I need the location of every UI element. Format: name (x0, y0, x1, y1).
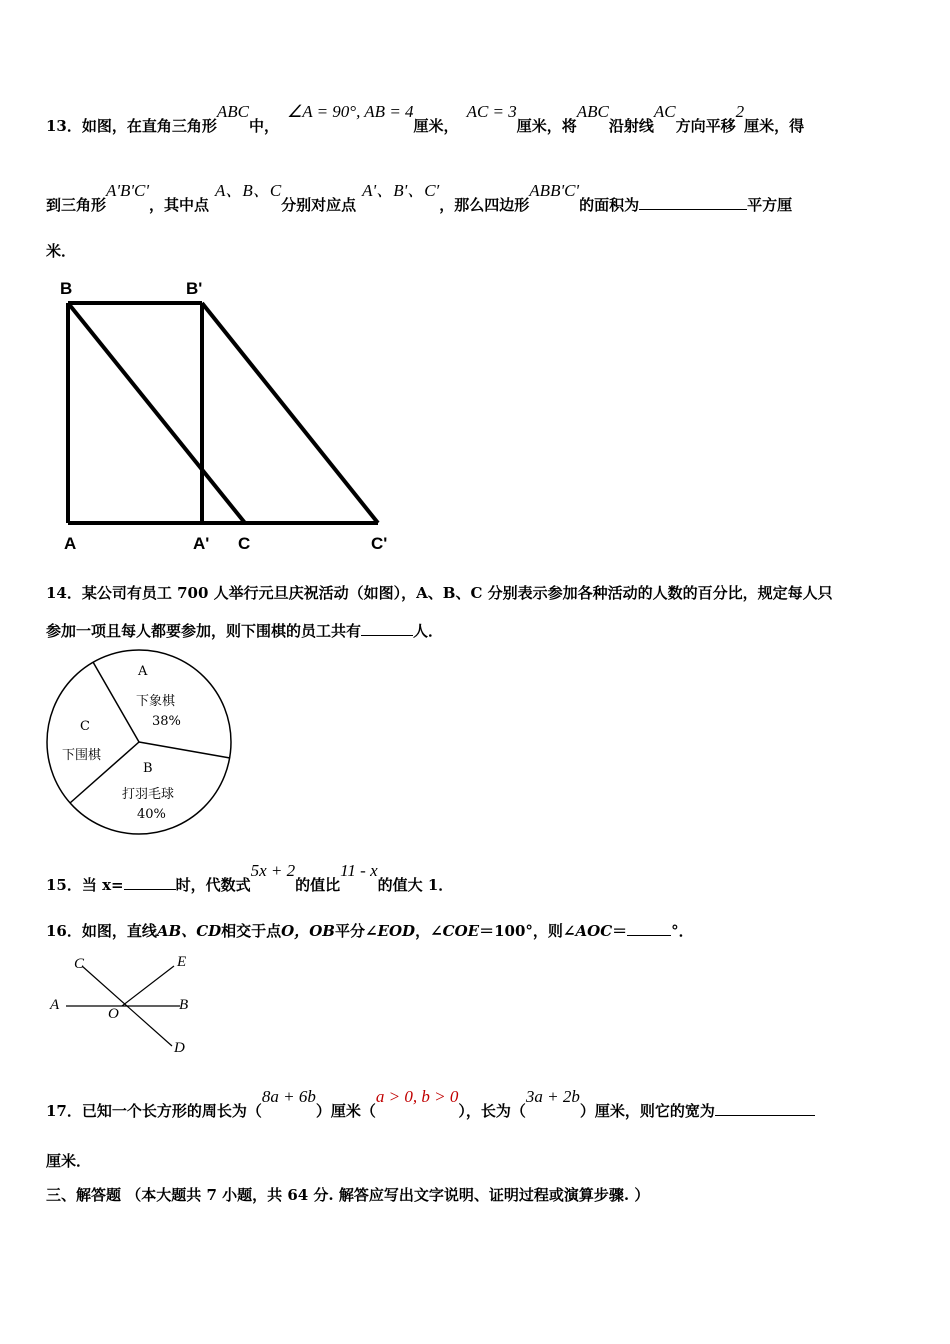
pie-B-letter: B (143, 761, 153, 776)
q14-line1: 14．某公司有员工 700 人举行元旦庆祝活动（如图），A、B、C 分别表示参加各种活动的人数的百分比，规定每人只 (46, 584, 833, 602)
label-C: C (238, 534, 251, 553)
label-B: B (60, 279, 73, 298)
section-3-heading: 三、解答题 （本大题共 7 小题，共 64 分. 解答应写出文字说明、证明过程或演算步骤. ） (46, 1186, 650, 1204)
q13-line2: 到三角形A'B'C'，其中点A、B、C分别对应点A'、B'、C′，那么四边形ABB'C'的面积为 平方厘 (46, 181, 793, 214)
q17-line1: 17．已知一个长方形的周长为（8a + 6b）厘米（a > 0, b > 0），长为（3a + 2b）厘米，则它的宽为 (46, 1100, 815, 1121)
q13-answer-blank (639, 195, 747, 210)
segment-BC (68, 303, 245, 523)
q13-line3: 米． (46, 242, 77, 260)
segment-B1C1 (202, 303, 378, 523)
q13-line1: 13．如图，在直角三角形ABC中，∠A = 90°, AB = 4厘米，AC = 3厘米，将ABC沿射线AC方向平移2厘米，得 (46, 102, 805, 135)
pie-divider-AB (139, 742, 230, 758)
pie-A-pct: 38% (152, 714, 181, 729)
q16-label-C: C (74, 956, 85, 972)
q16-line: 16．如图，直线AB、CD相交于点O，OB平分∠EOD，∠COE＝100°，则∠AOC＝ °． (46, 922, 694, 940)
label-A-prime: A' (193, 534, 210, 553)
q16-label-O: O (108, 1006, 119, 1022)
ray-OE (122, 966, 174, 1006)
q16-label-B: B (179, 997, 189, 1013)
q17-answer-blank (715, 1101, 815, 1116)
pie-B-pct: 40% (137, 807, 166, 822)
pie-B-name: 打羽毛球 (122, 787, 175, 802)
pie-C-letter: C (80, 719, 90, 734)
label-C-prime: C' (371, 534, 388, 553)
label-B-prime: B' (186, 279, 203, 298)
q17-line2: 厘米． (46, 1152, 92, 1170)
pie-A-name: 下象棋 (136, 694, 176, 709)
q14-line2: 参加一项且每人都要参加，则下围棋的员工共有 人． (46, 622, 444, 640)
pie-C-name: 下围棋 (62, 748, 102, 763)
q16-label-A: A (50, 997, 60, 1013)
q14-answer-blank (361, 621, 413, 636)
pie-divider-AC (93, 662, 139, 742)
label-A: A (64, 534, 77, 553)
q16-label-D: D (174, 1040, 185, 1056)
q16-answer-blank (627, 921, 671, 936)
pie-A-letter: A (138, 664, 148, 679)
q16-label-E: E (177, 954, 187, 970)
q13-figure (60, 295, 390, 535)
q15-answer-blank (124, 875, 176, 890)
q15-line: 15．当 x= 时，代数式5x + 2的值比11 - x的值大 1． (46, 861, 454, 894)
